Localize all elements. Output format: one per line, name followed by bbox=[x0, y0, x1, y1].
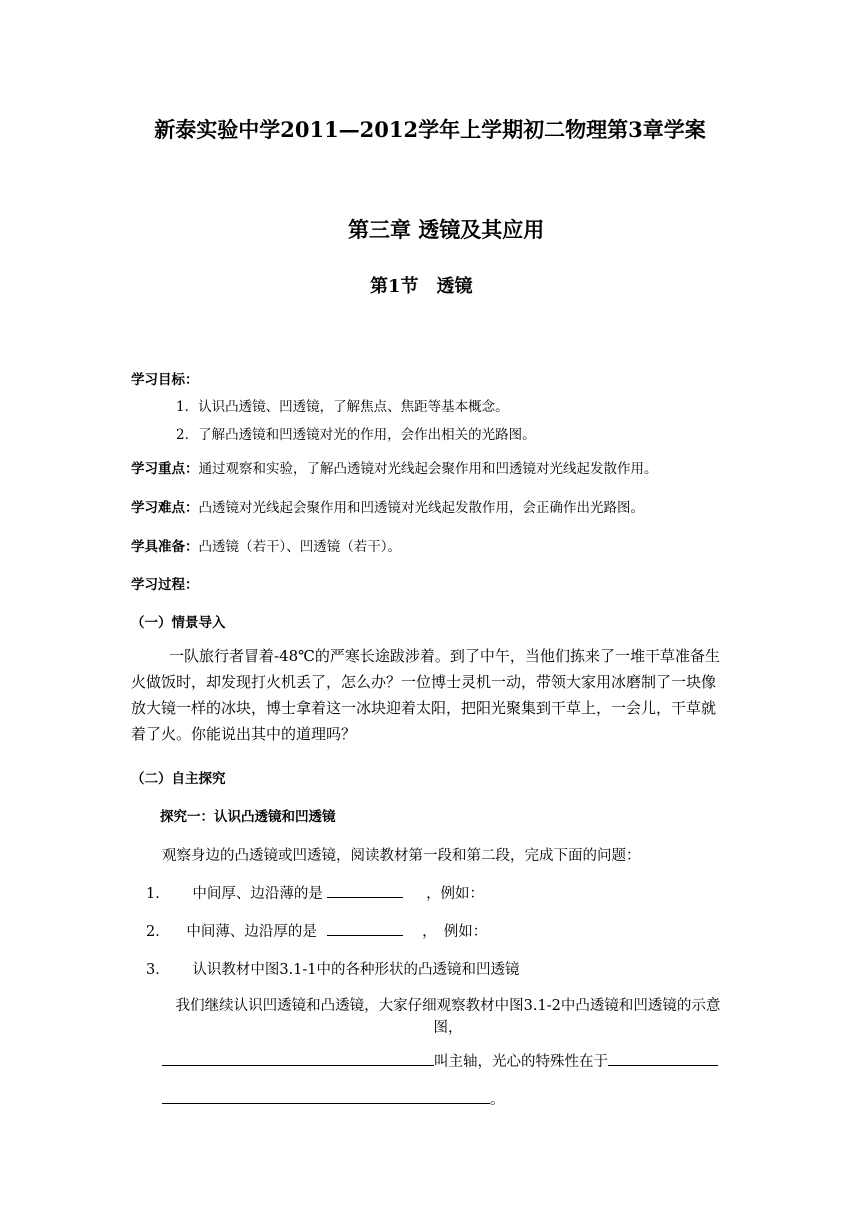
tools-row bbox=[131, 535, 401, 555]
question-number: 1． bbox=[146, 886, 170, 902]
intro-story-paragraph: 一队旅行者冒着-48℃的严寒长途跋涉着。到了中午，当他们拣来了一堆干草准备生火做饭时，却发现打火机丢了，怎么办？一位博士灵机一动，带领大家用冰磨制了一块像放大镜一样的冰块，博士拿着这一冰块迎着太阳，把阳光聚集到干草上，一会儿，干草就着了火。你能说出其中的道理吗？ bbox=[131, 647, 720, 743]
part1-heading: （一）情景导入 bbox=[131, 615, 226, 631]
explore-intro: 观察身边的凸透镜或凹透镜，阅读教材第一段和第二段，完成下面的问题： bbox=[162, 848, 641, 864]
key-point-row bbox=[131, 457, 658, 477]
key-point-label: 学习重点： bbox=[131, 461, 199, 477]
answer-blank[interactable] bbox=[327, 935, 403, 936]
objective-item: 1．认识凸透镜、凹透镜，了解焦点、焦距等基本概念。 bbox=[176, 399, 509, 415]
tools-label: 学具准备： bbox=[131, 539, 199, 555]
tools-text: 凸透镜（若干）、凹透镜（若干）。 bbox=[198, 539, 401, 555]
objectives-label: 学习目标： bbox=[131, 372, 199, 388]
objective-item: 2．了解凸透镜和凹透镜对光的作用，会作出相关的光路图。 bbox=[176, 427, 536, 443]
question-2 bbox=[146, 920, 487, 941]
axis-text: 叫主轴，光心的特殊性在于 bbox=[434, 1054, 608, 1070]
explore-one-heading: 探究一：认识凸透镜和凹透镜 bbox=[160, 809, 336, 825]
question-number: 2． bbox=[146, 924, 170, 940]
section-title: 第1节 透镜 bbox=[370, 276, 473, 297]
chapter-title: 第三章 透镜及其应用 bbox=[348, 217, 545, 242]
question-tail: ， 例如： bbox=[422, 924, 488, 940]
answer-blank[interactable] bbox=[608, 1065, 718, 1066]
final-fill-row bbox=[162, 1088, 505, 1109]
axis-fill-row bbox=[162, 1050, 718, 1071]
difficulty-text: 凸透镜对光线起会聚作用和凹透镜对光线起发散作用，会正确作出光路图。 bbox=[198, 500, 644, 516]
end-mark: 。 bbox=[490, 1092, 505, 1108]
question-text: 认识教材中图3.1-1中的各种形状的凸透镜和凹透镜 bbox=[192, 962, 520, 978]
question-3 bbox=[146, 958, 520, 979]
key-point-text: 通过观察和实验，了解凸透镜对光线起会聚作用和凹透镜对光线起发散作用。 bbox=[198, 461, 658, 477]
answer-blank[interactable] bbox=[162, 1065, 434, 1066]
document-title: 新泰实验中学2011—2012学年上学期初二物理第3章学案 bbox=[154, 117, 706, 142]
answer-blank[interactable] bbox=[327, 897, 403, 898]
question-number: 3． bbox=[146, 962, 170, 978]
question-1 bbox=[146, 882, 484, 903]
difficulty-row bbox=[131, 496, 644, 516]
question-text: 中间薄、边沿厚的是 bbox=[186, 924, 317, 940]
difficulty-label: 学习难点： bbox=[131, 500, 199, 516]
continue-paragraph: 我们继续认识凹透镜和凸透镜，大家仔细观察教材中图3.1-2中凸透镜和凹透镜的示意图， bbox=[175, 998, 721, 1036]
process-label: 学习过程： bbox=[131, 577, 199, 593]
part2-heading: （二）自主探究 bbox=[131, 771, 226, 787]
question-text: 中间厚、边沿薄的是 bbox=[192, 886, 323, 902]
question-tail: ，例如： bbox=[426, 886, 485, 902]
answer-blank[interactable] bbox=[162, 1103, 490, 1104]
